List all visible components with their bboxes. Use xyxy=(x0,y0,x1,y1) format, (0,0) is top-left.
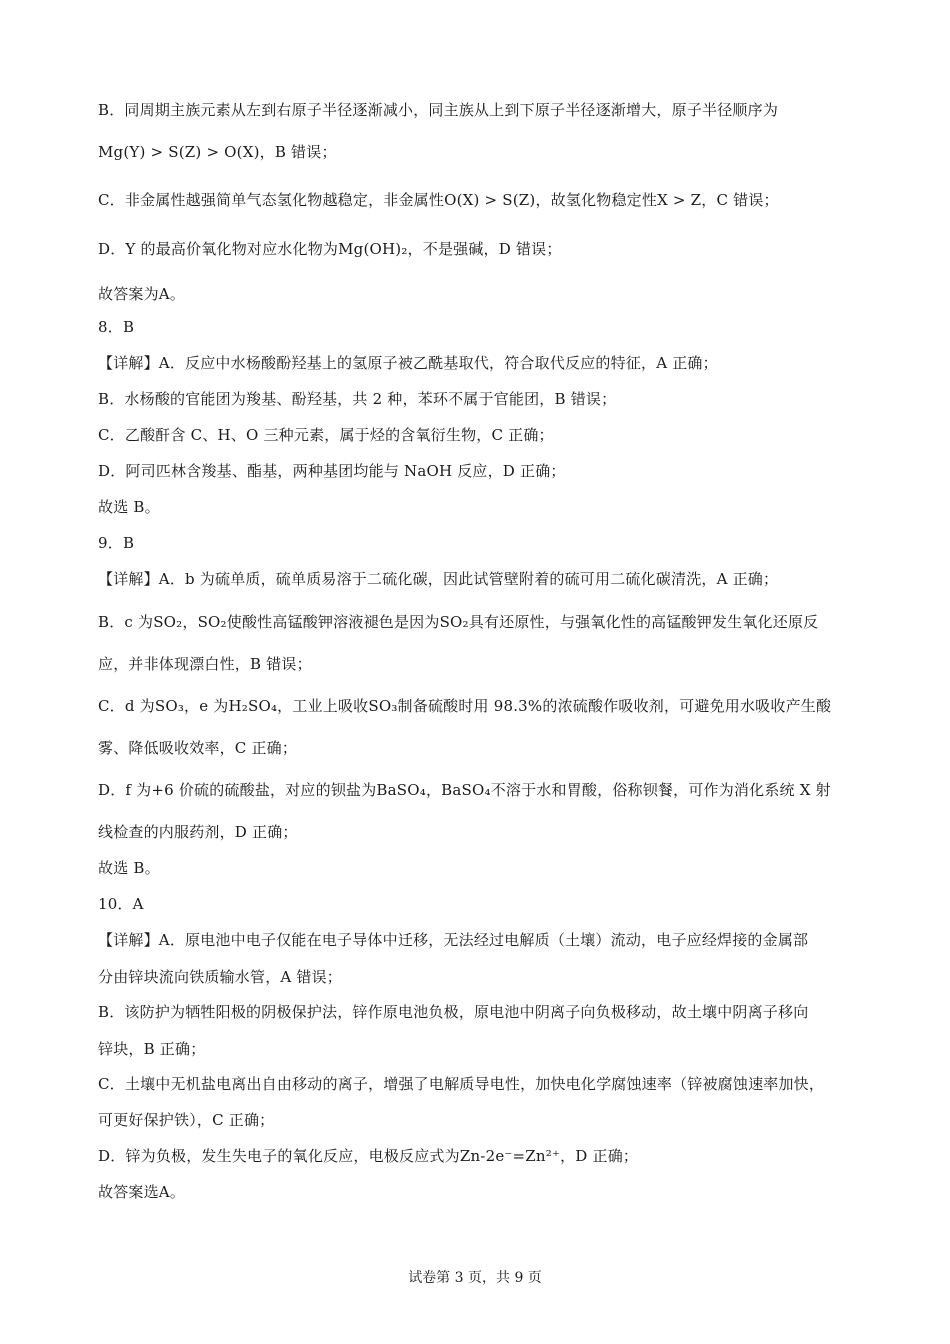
text-line: 线检查的内服药剂，D 正确； xyxy=(98,823,298,841)
text-line: 分由锌块流向铁质输水管，A 错误； xyxy=(98,968,343,986)
text-line: 应，并非体现漂白性，B 错误； xyxy=(98,655,312,673)
text-line: C．乙酸酐含 C、H、O 三种元素，属于烃的含氧衍生物，C 正确； xyxy=(98,426,554,444)
text-line: 故答案为A。 xyxy=(98,285,186,303)
text-line: B．该防护为牺牲阳极的阴极保护法，锌作原电池负极，原电池中阴离子向负极移动，故土壤中阴离子移向 xyxy=(98,1003,809,1021)
text-line: 【详解】A．反应中水杨酸酚羟基上的氢原子被乙酰基取代，符合取代反应的特征，A 正确； xyxy=(98,354,718,372)
question-number: 8．B xyxy=(98,318,135,336)
question-number: 9．B xyxy=(98,534,135,552)
text-line: 故选 B。 xyxy=(98,498,160,516)
text-line: C．d 为SO₃，e 为H₂SO₄，工业上吸收SO₃制备硫酸时用 98.3%的浓硫酸作吸收剂，可避免用水吸收产生酸 xyxy=(98,697,832,715)
text-line: B．c 为SO₂，SO₂使酸性高锰酸钾溶液褪色是因为SO₂具有还原性，与强氧化性的高锰酸钾发生氧化还原反 xyxy=(98,613,819,631)
text-line: 【详解】A．b 为硫单质，硫单质易溶于二硫化碳，因此试管壁附着的硫可用二硫化碳清洗，A 正确； xyxy=(98,570,779,588)
text-line: C．非金属性越强简单气态氢化物越稳定，非金属性O(X) > S(Z)，故氢化物稳定性X > Z，C 错误； xyxy=(98,191,779,209)
text-line: D．阿司匹林含羧基、酯基，两种基团均能与 NaOH 反应，D 正确； xyxy=(98,462,566,480)
text-line: 【详解】A．原电池中电子仅能在电子导体中迁移，无法经过电解质（土壤）流动，电子应经焊接的金属部 xyxy=(98,931,809,949)
text-line: 可更好保护铁），C 正确； xyxy=(98,1111,275,1129)
text-line: 故选 B。 xyxy=(98,859,160,877)
text-line: D．Y 的最高价氧化物对应水化物为Mg(OH)₂，不是强碱，D 错误； xyxy=(98,240,562,258)
text-line: Mg(Y) > S(Z) > O(X)，B 错误； xyxy=(98,143,337,161)
text-line: 雾、降低吸收效率，C 正确； xyxy=(98,739,298,757)
text-line: B．同周期主族元素从左到右原子半径逐渐减小，同主族从上到下原子半径逐渐增大，原子半径顺序为 xyxy=(98,101,779,119)
question-number: 10．A xyxy=(98,895,144,913)
text-line: C．土壤中无机盐电离出自由移动的离子，增强了电解质导电性，加快电化学腐蚀速率（锌被腐蚀速率加快， xyxy=(98,1075,825,1093)
text-line: 锌块，B 正确； xyxy=(98,1040,206,1058)
text-line: D．锌为负极，发生失电子的氧化反应，电极反应式为Zn-2e⁻=Zn²⁺，D 正确； xyxy=(98,1147,639,1165)
text-line: B．水杨酸的官能团为羧基、酚羟基，共 2 种，苯环不属于官能团，B 错误； xyxy=(98,390,617,408)
page-footer: 试卷第 3 页，共 9 页 xyxy=(408,1270,542,1286)
text-line: 故答案选A。 xyxy=(98,1183,186,1201)
text-line: D．f 为+6 价硫的硫酸盐，对应的钡盐为BaSO₄，BaSO₄不溶于水和胃酸，俗称钡餐，可作为消化系统 X 射 xyxy=(98,781,831,799)
